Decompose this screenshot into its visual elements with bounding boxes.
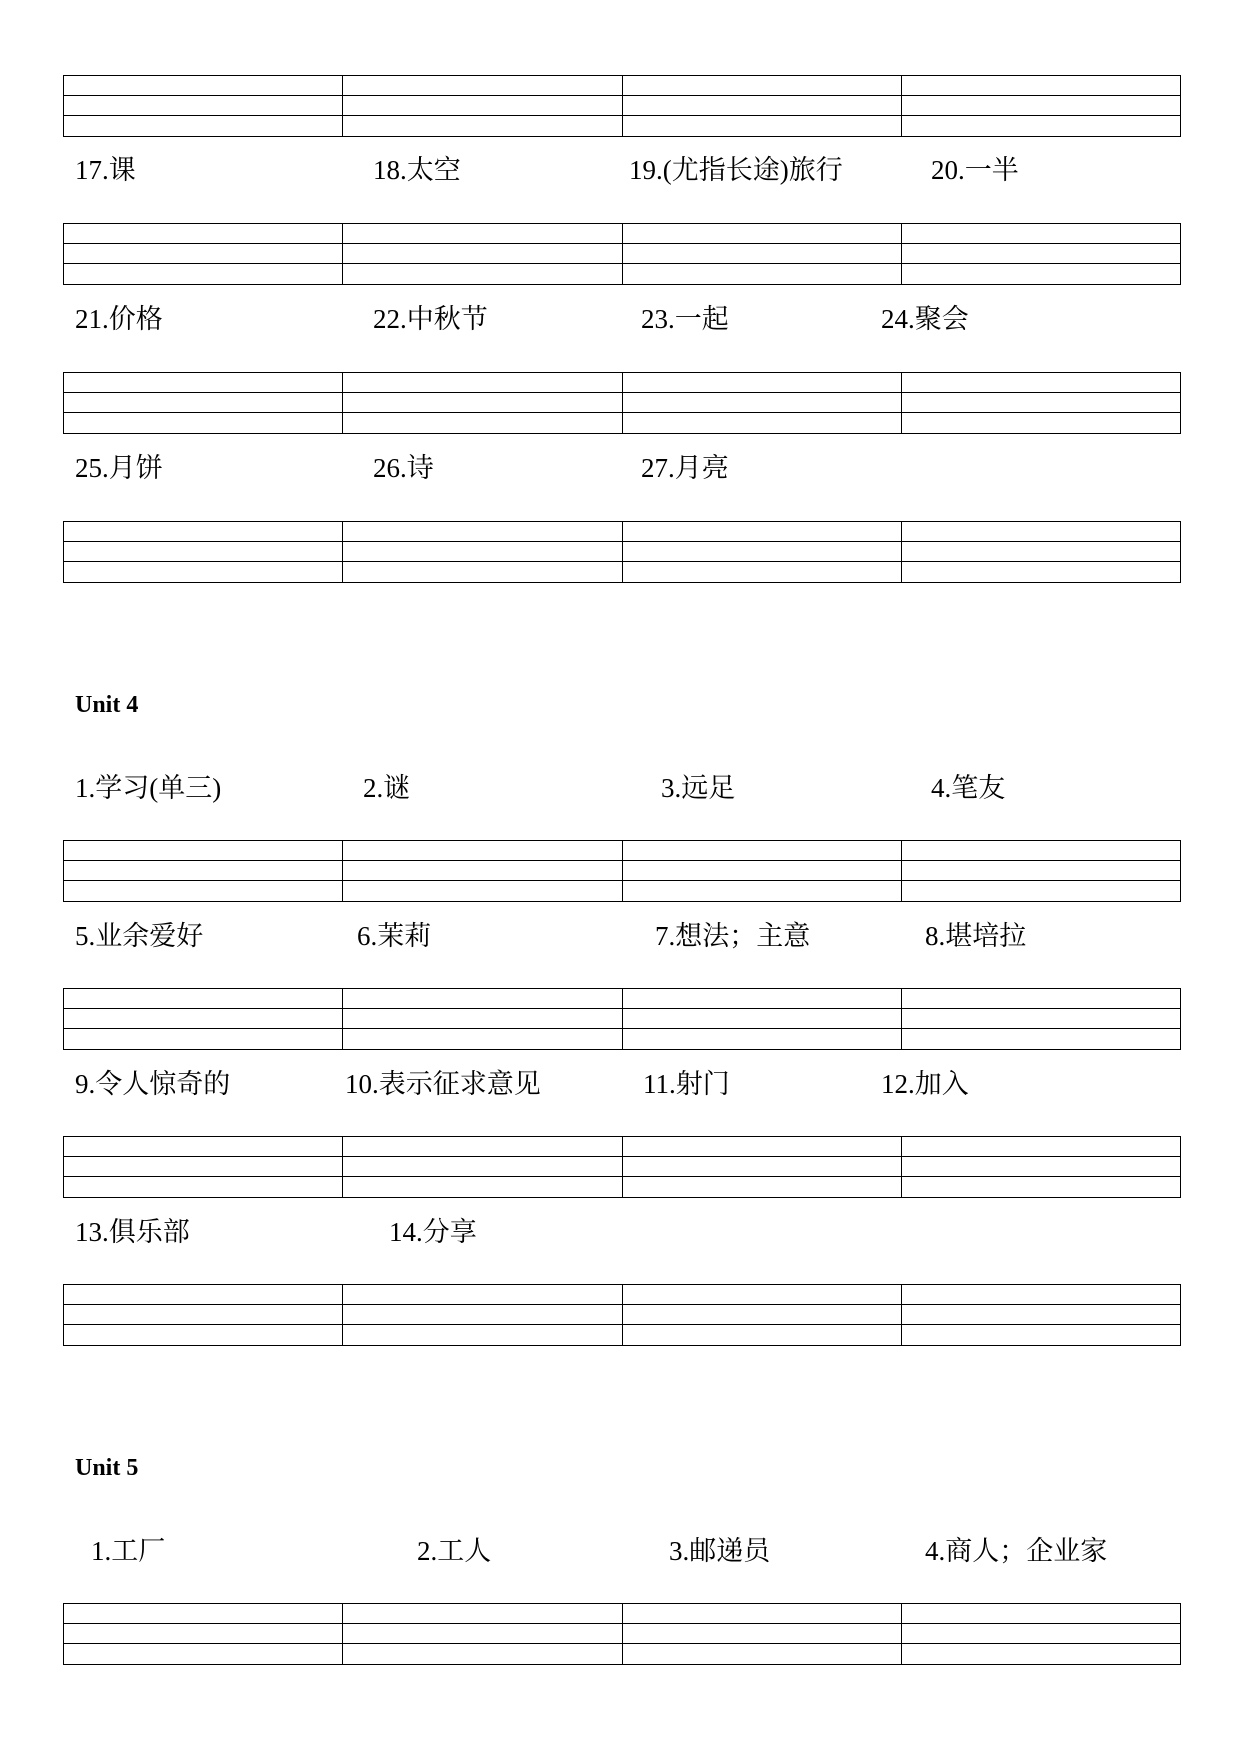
grid-cell: [64, 1285, 342, 1345]
vocab-item: 4.商人；企业家: [925, 1536, 1108, 1566]
vocab-item: 23.一起: [641, 304, 729, 334]
vocab-item: 13.俱乐部: [75, 1217, 190, 1247]
grid-cell: [901, 224, 1180, 284]
grid-cell: [622, 841, 901, 901]
grid-cell: [342, 989, 621, 1049]
vocab-item: 21.价格: [75, 304, 163, 334]
writing-grid: [63, 521, 1181, 583]
vocab-item: 4.笔友: [931, 773, 1006, 803]
vocab-item: 3.远足: [661, 773, 736, 803]
writing-grid: [63, 988, 1181, 1050]
grid-cell: [342, 76, 621, 136]
writing-grid: [63, 1136, 1181, 1198]
vocab-item: 24.聚会: [881, 304, 969, 334]
unit-heading: Unit 4: [75, 692, 139, 718]
grid-cell: [64, 373, 342, 433]
grid-cell: [622, 522, 901, 582]
grid-cell: [342, 373, 621, 433]
vocab-item: 7.想法；主意: [655, 921, 811, 951]
grid-cell: [64, 76, 342, 136]
grid-cell: [64, 522, 342, 582]
vocab-item: 20.一半: [931, 155, 1019, 185]
writing-grid: [63, 1284, 1181, 1346]
vocab-item: 1.工厂: [91, 1536, 166, 1566]
vocab-item: 22.中秋节: [373, 304, 488, 334]
grid-cell: [342, 1137, 621, 1197]
vocab-item: 26.诗: [373, 453, 434, 483]
grid-cell: [64, 224, 342, 284]
vocab-item: 17.课: [75, 155, 136, 185]
vocab-item: 27.月亮: [641, 453, 729, 483]
vocab-item: 12.加入: [881, 1069, 969, 1099]
grid-cell: [622, 76, 901, 136]
vocab-item: 18.太空: [373, 155, 461, 185]
grid-cell: [64, 989, 342, 1049]
grid-cell: [622, 989, 901, 1049]
vocab-item: 25.月饼: [75, 453, 163, 483]
grid-cell: [622, 373, 901, 433]
vocab-item: 2.谜: [363, 773, 411, 803]
grid-cell: [64, 1604, 342, 1664]
grid-cell: [901, 1137, 1180, 1197]
grid-cell: [342, 1604, 621, 1664]
grid-cell: [342, 841, 621, 901]
grid-cell: [342, 522, 621, 582]
unit-heading: Unit 5: [75, 1455, 139, 1481]
vocab-item: 11.射门: [643, 1069, 730, 1099]
grid-cell: [622, 224, 901, 284]
grid-cell: [622, 1137, 901, 1197]
grid-cell: [622, 1285, 901, 1345]
grid-cell: [64, 841, 342, 901]
vocab-item: 8.堪培拉: [925, 921, 1027, 951]
vocab-item: 2.工人: [417, 1536, 492, 1566]
grid-cell: [901, 1604, 1180, 1664]
writing-grid: [63, 372, 1181, 434]
writing-grid: [63, 840, 1181, 902]
vocab-item: 19.(尤指长途)旅行: [629, 155, 843, 185]
writing-grid: [63, 75, 1181, 137]
grid-cell: [622, 1604, 901, 1664]
grid-cell: [901, 841, 1180, 901]
vocab-item: 14.分享: [389, 1217, 477, 1247]
writing-grid: [63, 223, 1181, 285]
writing-grid: [63, 1603, 1181, 1665]
grid-cell: [901, 522, 1180, 582]
vocab-item: 6.茉莉: [357, 921, 432, 951]
vocab-item: 9.令人惊奇的: [75, 1069, 231, 1099]
vocab-item: 3.邮递员: [669, 1536, 771, 1566]
vocab-item: 1.学习(单三): [75, 773, 222, 803]
grid-cell: [901, 1285, 1180, 1345]
grid-cell: [901, 373, 1180, 433]
grid-cell: [901, 989, 1180, 1049]
vocab-item: 5.业余爱好: [75, 921, 204, 951]
grid-cell: [64, 1137, 342, 1197]
grid-cell: [901, 76, 1180, 136]
vocab-item: 10.表示征求意见: [345, 1069, 541, 1099]
grid-cell: [342, 224, 621, 284]
grid-cell: [342, 1285, 621, 1345]
